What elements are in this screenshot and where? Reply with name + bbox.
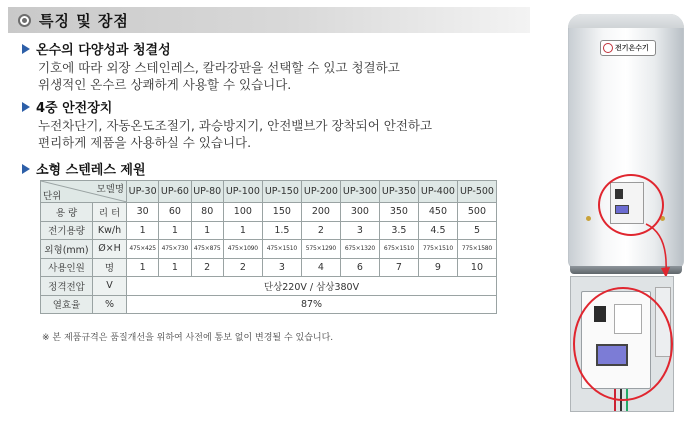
table-cell: 3.5: [379, 221, 418, 240]
table-cell: 4: [301, 258, 340, 277]
table-cell: 100: [223, 203, 262, 222]
feature-text-line: 누전차단기, 자동온도조절기, 과승방지기, 안전밸브가 장착되어 안전하고: [38, 118, 433, 133]
section-title-bar: [8, 7, 530, 33]
spec-heading: 소형 스텐레스 제원: [36, 163, 146, 178]
table-cell: 1: [191, 221, 223, 240]
row-label: 정격전압: [41, 277, 93, 296]
corner-model-label: 모델명: [96, 184, 124, 195]
table-cell: 675×1320: [340, 240, 379, 259]
feature-heading: 온수의 다양성과 청결성: [36, 43, 171, 58]
table-cell: 150: [262, 203, 301, 222]
table-cell: 5: [457, 221, 496, 240]
feature-text-line: 위생적인 온수르 상쾌하게 사용할 수 있습니다.: [38, 77, 292, 92]
corner-unit-label: 단위: [43, 191, 62, 202]
table-cell: 675×1510: [379, 240, 418, 259]
valve-dot-icon: [586, 216, 591, 221]
table-cell: 475×1090: [223, 240, 262, 259]
row-unit: %: [93, 295, 127, 314]
row-label: 전기용량: [41, 221, 93, 240]
table-cell: 475×425: [127, 240, 159, 259]
row-unit: 리 터: [93, 203, 127, 222]
feature-text-line: 기호에 따라 외장 스테인레스, 칼라강판을 선택할 수 있고 청결하고: [38, 60, 400, 75]
table-cell: 575×1290: [301, 240, 340, 259]
table-cell: 9: [418, 258, 457, 277]
table-cell: 10: [457, 258, 496, 277]
merged-cell: 87%: [127, 295, 497, 314]
table-cell: 2: [301, 221, 340, 240]
row-unit: 명: [93, 258, 127, 277]
pointer-arrow-icon: [644, 222, 674, 282]
merged-cell: 단상220V / 삼상380V: [127, 277, 497, 296]
table-cell: 3: [340, 221, 379, 240]
table-cell: 300: [340, 203, 379, 222]
feature-text-line: 편리하게 제품을 사용하실 수 있습니다.: [38, 135, 252, 150]
table-row: [41, 277, 497, 296]
row-label: 외형(mm): [41, 240, 93, 259]
table-cell: 30: [127, 203, 159, 222]
row-unit: Kw/h: [93, 221, 127, 240]
model-header: UP-100: [223, 181, 262, 203]
model-header: UP-300: [340, 181, 379, 203]
table-corner-cell: [41, 181, 127, 203]
table-cell: 1: [127, 258, 159, 277]
table-cell: 4.5: [418, 221, 457, 240]
row-label: 용 량: [41, 203, 93, 222]
brand-logo: [600, 40, 656, 56]
table-row: [41, 258, 497, 277]
triangle-bullet-icon: [22, 102, 30, 112]
table-cell: 1: [127, 221, 159, 240]
table-cell: 450: [418, 203, 457, 222]
table-row: [41, 203, 497, 222]
row-label: 열효율: [41, 295, 93, 314]
model-header: UP-400: [418, 181, 457, 203]
model-header: UP-60: [159, 181, 191, 203]
model-header: UP-350: [379, 181, 418, 203]
model-header: UP-80: [191, 181, 223, 203]
table-cell: 7: [379, 258, 418, 277]
table-cell: 350: [379, 203, 418, 222]
table-cell: 475×1510: [262, 240, 301, 259]
feature-diversity: [22, 39, 532, 93]
spec-table: [40, 180, 497, 314]
model-header: UP-30: [127, 181, 159, 203]
table-cell: 6: [340, 258, 379, 277]
spec-heading-section: [22, 159, 532, 178]
table-cell: 80: [191, 203, 223, 222]
row-unit: Ø×H: [93, 240, 127, 259]
table-cell: 475×730: [159, 240, 191, 259]
table-cell: 1: [223, 221, 262, 240]
table-cell: 1.5: [262, 221, 301, 240]
table-cell: 500: [457, 203, 496, 222]
feature-safety: [22, 97, 532, 151]
model-header: UP-500: [457, 181, 496, 203]
table-cell: 475×875: [191, 240, 223, 259]
table-row: [41, 221, 497, 240]
table-cell: 775×1580: [457, 240, 496, 259]
row-unit: V: [93, 277, 127, 296]
feature-heading: 4중 안전장치: [36, 101, 113, 116]
row-label: 사용인원: [41, 258, 93, 277]
triangle-bullet-icon: [22, 44, 30, 54]
table-cell: 60: [159, 203, 191, 222]
page-title: 특징 및 장점: [39, 11, 129, 30]
triangle-bullet-icon: [22, 164, 30, 174]
table-cell: 1: [159, 258, 191, 277]
model-header: UP-200: [301, 181, 340, 203]
table-cell: 1: [159, 221, 191, 240]
model-header: UP-150: [262, 181, 301, 203]
circle-bullet-icon: [18, 14, 31, 27]
zoom-detail: [570, 276, 674, 412]
table-header-row: [41, 181, 497, 203]
table-row: [41, 295, 497, 314]
table-cell: 2: [223, 258, 262, 277]
table-cell: 2: [191, 258, 223, 277]
brand-logo-text: 전기온수기: [615, 44, 649, 52]
table-row: [41, 240, 497, 259]
tank-top: [568, 14, 684, 28]
table-cell: 3: [262, 258, 301, 277]
product-image: [560, 4, 700, 435]
table-cell: 775×1510: [418, 240, 457, 259]
brand-mark-icon: [603, 43, 613, 53]
spec-footnote: ※ 본 제품규격은 품질개선을 위하여 사전에 통보 없이 변경될 수 있습니다.: [42, 333, 334, 343]
zoom-highlight-circle: [573, 287, 673, 401]
table-cell: 200: [301, 203, 340, 222]
